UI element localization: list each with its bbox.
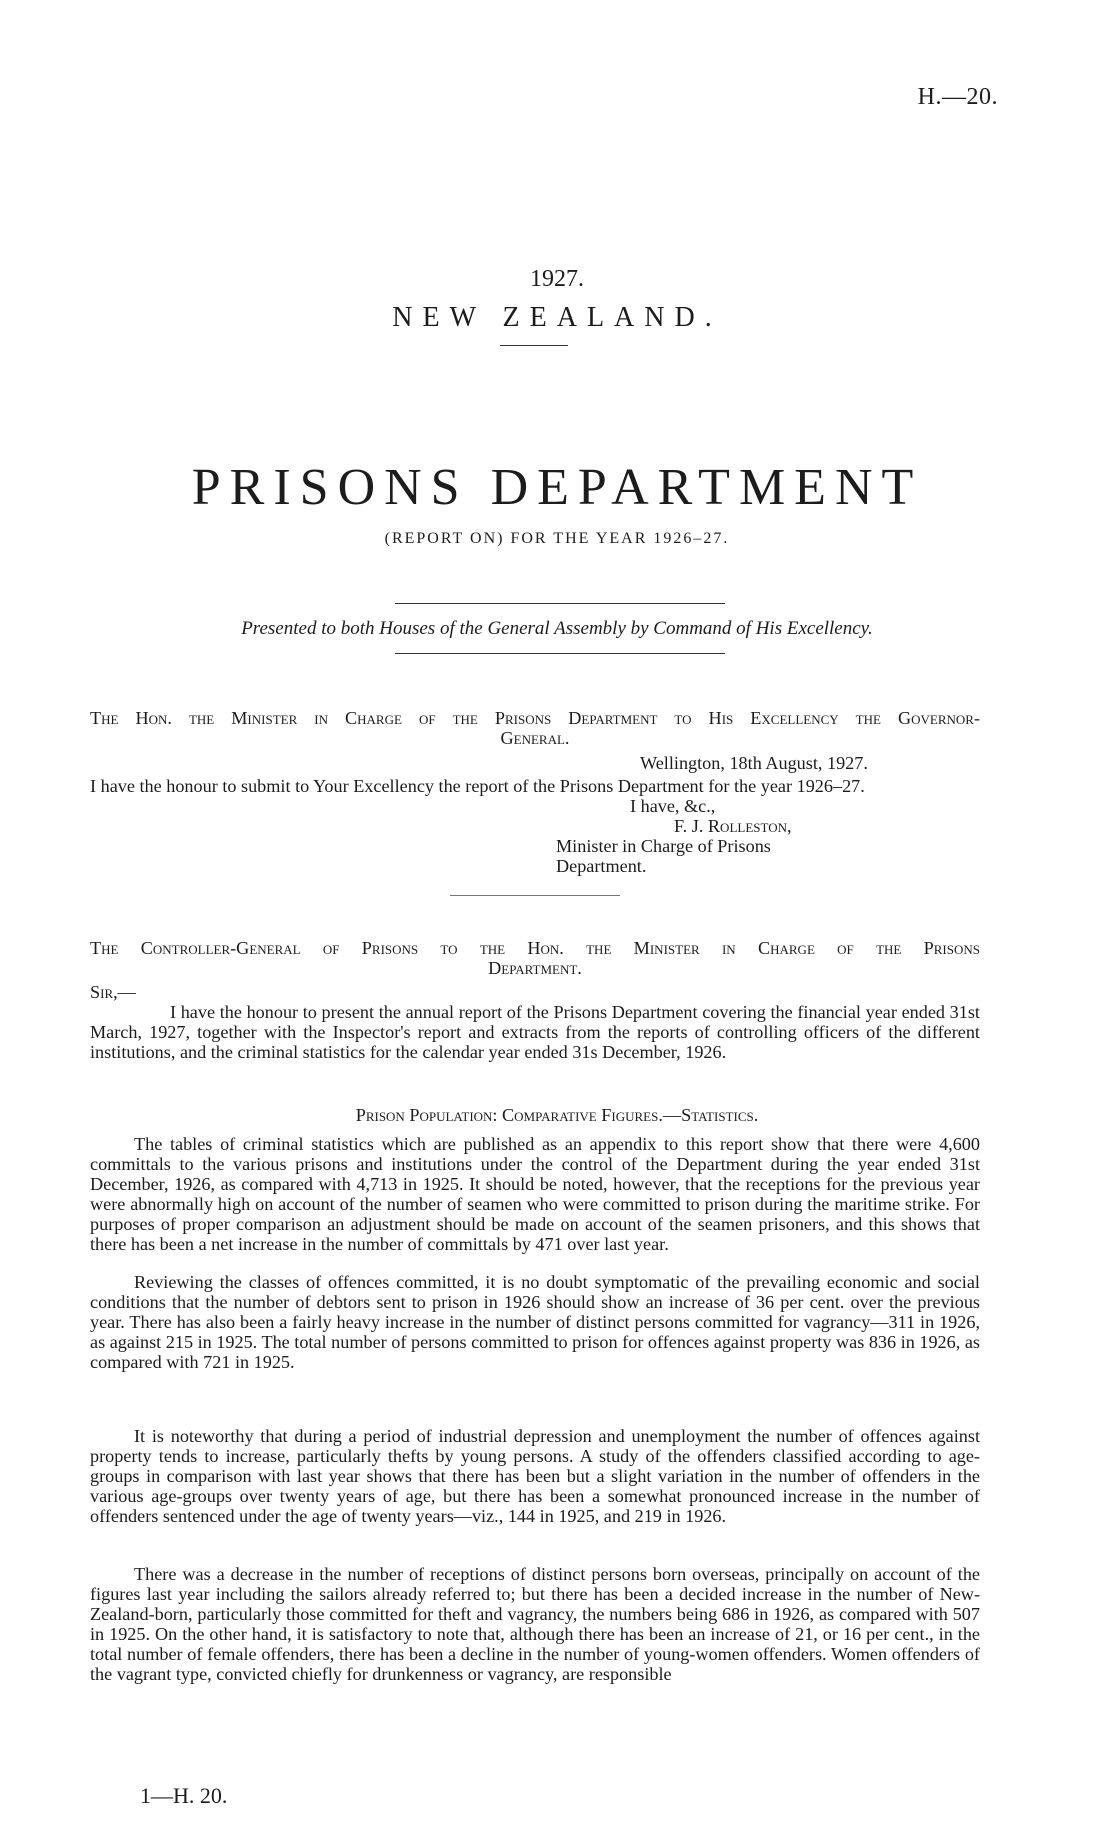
section-heading: Prison Population: Comparative Figures.—Statistics. <box>355 1105 759 1125</box>
letter2-heading <box>90 938 980 978</box>
salutation: Sir,— <box>90 982 136 1002</box>
letter2-heading-line2: Department. <box>488 958 582 978</box>
country-name: NEW ZEALAND. <box>392 302 722 333</box>
report-year: 1927. <box>530 266 584 292</box>
presented-line: Presented to both Houses of the General Assembly by Command of His Excellency. <box>241 618 873 639</box>
letter1-signature: F. J. Rolleston, <box>674 816 792 836</box>
divider-lower <box>395 653 725 654</box>
letter1-signature-block <box>556 796 930 876</box>
letter1-closing: I have, &c., <box>630 796 716 816</box>
body-paragraph-3: It is noteworthy that during a period of industrial depression and unemployment the number of offences against property tends to increase, particularly thefts by young persons. A study of the offenders classified according to age-groups in comparison with last year shows that there has been but a slight variation in the number of offenders in the various age-groups over twenty years of age, but there has been a somewhat pronounced increase in the number of offenders sentenced under the age of twenty years—viz., 144 in 1925, and 219 in 1926. <box>90 1426 980 1526</box>
opening-paragraph: I have the honour to present the annual report of the Prisons Department covering the financial year ended 31st March, 1927, together with the Inspector's report and extracts from the reports of controlling officers of the different institutions, and the criminal statistics for the calendar year ended 31s December, 1926. <box>90 1002 980 1062</box>
document-reference-footer: 1—H. 20. <box>140 1783 228 1808</box>
letter1-heading <box>90 708 980 748</box>
document-reference-top: H.—20. <box>917 84 998 110</box>
letter1-heading-line1: The Hon. the Minister in Charge of the Prisons Department to His Excellency the Governor- <box>90 708 980 728</box>
divider-middle <box>450 895 620 896</box>
body-paragraph-2: Reviewing the classes of offences committed, it is no doubt symptomatic of the prevailing economic and social conditions that the number of debtors sent to prison in 1926 should show an increase of 36 per cent. over the previous year. There has also been a fairly heavy increase in the number of distinct persons committed for vagrancy—311 in 1926, as against 215 in 1925. The total number of persons committed to prison for offences against property was 836 in 1926, as compared with 721 in 1925. <box>90 1272 980 1372</box>
letter1-date: Wellington, 18th August, 1927. <box>640 753 868 773</box>
report-title: PRISONS DEPARTMENT <box>191 459 923 516</box>
body-paragraph-1: The tables of criminal statistics which are published as an appendix to this report show that there were 4,600 committals to the various prisons and institutions under the control of the Department during the year ended 31st December, 1926, as compared with 4,713 in 1925. It should be noted, however, that the receptions for the previous year were abnormally high on account of the number of seamen who were committed to prison during the maritime strike. For purposes of proper comparison an adjustment should be made on account of the seamen prisoners, and this shows that there has been a net increase in the number of committals by 471 over last year. <box>90 1134 980 1254</box>
body-paragraph-4: There was a decrease in the number of receptions of distinct persons born overseas, principally on account of the figures last year including the sailors already referred to; but there has been a decided increase in the number of New-Zealand-born, particularly those committed for theft and vagrancy, the numbers being 686 in 1926, as compared with 507 in 1925. On the other hand, it is satisfactory to note that, although there has been an increase of 21, or 16 per cent., in the total number of female offenders, there has been a decline in the number of young-women offenders. Women offenders of the vagrant type, convicted chiefly for drunkenness or vagrancy, are responsible <box>90 1564 980 1684</box>
letter2-heading-line1: The Controller-General of Prisons to the Hon. the Minister in Charge of the Prisons <box>90 938 980 958</box>
letter1-body: I have the honour to submit to Your Excellency the report of the Prisons Department for the year 1926–27. <box>90 776 865 796</box>
report-subtitle: (REPORT ON) FOR THE YEAR 1926–27. <box>384 530 730 547</box>
letter1-signature-title: Minister in Charge of Prisons Department. <box>556 836 771 876</box>
letter1-heading-line2: General. <box>500 728 570 748</box>
divider-upper <box>395 603 725 604</box>
divider-short <box>500 345 568 346</box>
